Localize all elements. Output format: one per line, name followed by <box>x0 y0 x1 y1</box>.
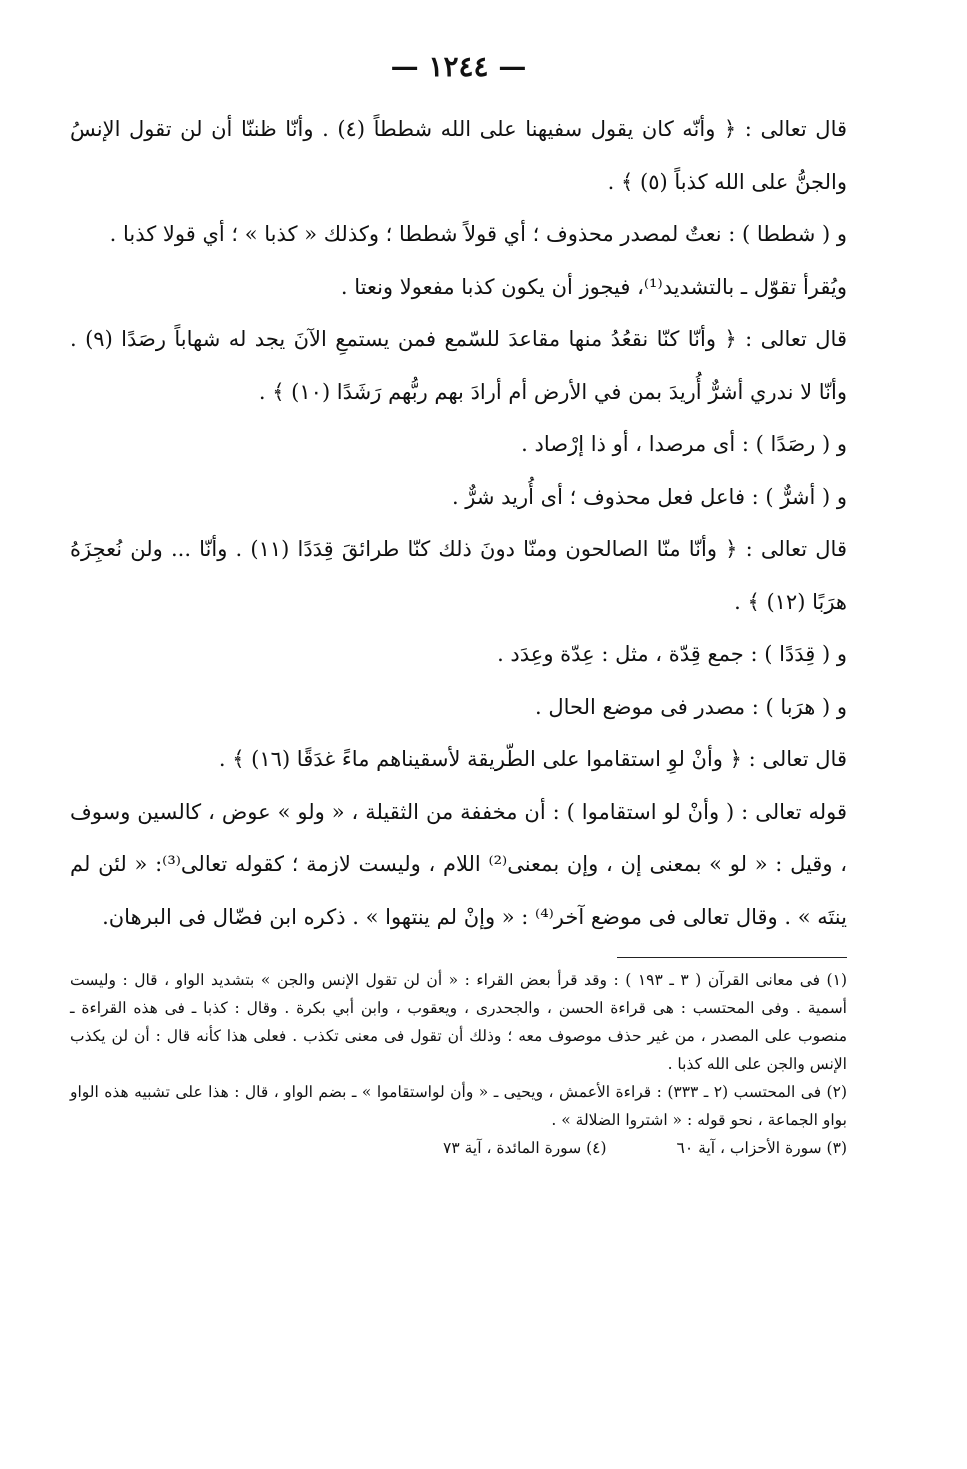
main-text <box>70 103 847 943</box>
paragraph: قال تعالى : ﴿ وأنّا كنّا نقعُدُ منها مقاعدَ للسّمع فمن يستمعِ الآنَ يجد له شهاباً رصَدًا (٩) . وأنّا لا ندري أشرٌّ أُريدَ بمن في الأرض أم أرادَ بهم ربُّهم رَشَدًا (١٠) ﴾ . <box>70 327 847 404</box>
paragraph: و ( رصَدًا ) : أى مرصدا ، أو ذا إرْصاد . <box>521 432 847 456</box>
footnote-gap <box>607 1134 677 1162</box>
footnote: (٢) فى المحتسب (٢ ـ ٣٣٣) : قراءة الأعمش ، ويحيى ـ « وأن لواستقاموا » ـ بضم الواو ، قال : هذا على تشبيه هذه الواو بواو الجماعة ، نحو قوله : « اشتروا الضلالة » . <box>70 1083 847 1129</box>
paragraph: ويُقرأ تقوّل ـ بالتشديد⁽¹⁾، فيجوز أن يكون كذبا مفعولا ونعتا . <box>340 274 847 299</box>
footnote-divider <box>617 957 847 958</box>
paragraph: قال تعالى : ﴿ وأنْ لوِ استقاموا على الطّريقة لأسقيناهم ماءً غدَقًا (١٦) ﴾ . <box>218 747 847 771</box>
paragraph: و ( قِدَدًا ) : جمع قِدّة ، مثل : عِدّة وعِدَد . <box>497 642 847 666</box>
footnote: (١) فى معانى القرآن ( ٣ ـ ١٩٣ ) : وقد قرأ بعض القراء : « أن لن تقول الإنس والجن » بتشديد الواو ، قال : وليست أسمية . وفى المحتسب : هى قراءة الحسن ، والجحدرى ، ويعقوب ، وابن أبي بكرة . وقال : كذبا ـ فى هذه القراءة ـ منصوب على المصدر ، من غير حذف موصوف معه ؛ وذلك أن تقول فى معنى تكذب . فعلى هذا كأنه قال : أن لن يكذب الإنس والجن على الله كذبا . <box>70 971 847 1073</box>
paragraph: قال تعالى : ﴿ وأنّا منّا الصالحون ومنّا دونَ ذلك كنّا طرائقَ قِدَدًا (١١) . وأنّا ... ولن نُعجِزَهُ هرَبًا (١٢) ﴾ . <box>70 537 847 614</box>
page-number: — ١٢٤٤ — <box>390 50 527 83</box>
paragraph: قوله تعالى : ( وأنْ لو استقاموا ) : أن مخففة من الثقيلة ، « ولو » عوض ، كالسين وسوف ، وقيل : « لو » بمعنى إن ، وإن بمعنى⁽²⁾ اللام ، وليست لازمة ؛ كقوله تعالى⁽³⁾: « لئن لم ينتَه » . وقال تعالى فى موضع آخر⁽⁴⁾ : « وإنْ لم ينتهوا » . ذكره ابن فضّال فى البرهان. <box>70 799 847 929</box>
footnote-row <box>70 1134 847 1162</box>
footnotes <box>70 966 847 1162</box>
paragraph: و ( هرَبا ) : مصدر فى موضع الحال . <box>535 694 847 719</box>
footnote: (٤) سورة المائدة ، آية ٧٣ <box>443 1139 607 1157</box>
paragraph: قال تعالى : ﴿ وأنّه كان يقول سفيهنا على الله شططاً (٤) . وأنّا ظننّا أن لن تقول الإنسُ والجنُّ على الله كذباً (٥) ﴾ . <box>70 117 848 194</box>
paragraph: و ( شططا ) : نعتٌ لمصدر محذوف ؛ أي قولاً شططا ؛ وكذلك « كذبا » ؛ أي قولا كذبا . <box>109 222 847 246</box>
footnote: (٣) سورة الأحزاب ، آية ٦٠ <box>676 1139 847 1157</box>
paragraph: و ( أشرٌّ ) : فاعل فعل محذوف ؛ أى أُريد شرٌّ . <box>451 484 847 509</box>
